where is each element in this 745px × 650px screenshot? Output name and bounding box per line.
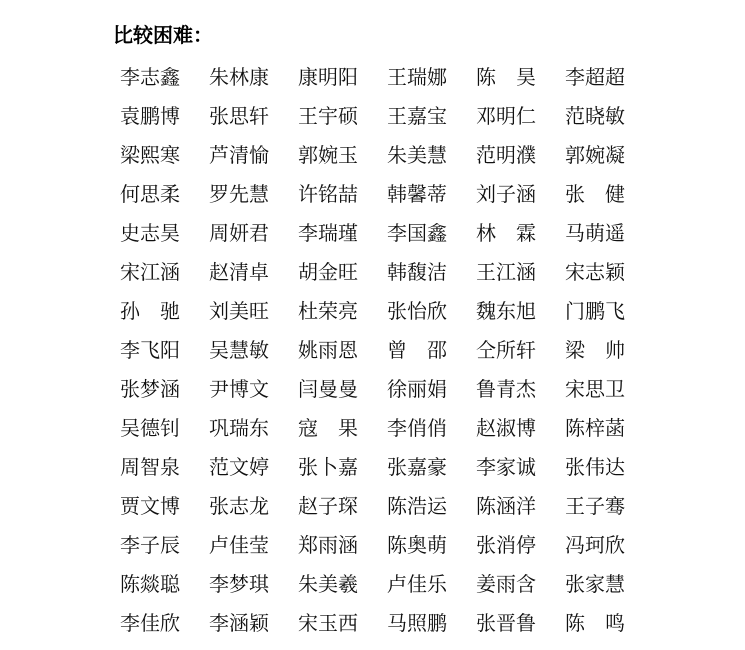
student-name: 芦清愉 [209, 142, 269, 167]
student-name: 李志鑫 [120, 64, 180, 89]
student-name: 赵子琛 [298, 493, 358, 518]
student-name: 陈浩运 [387, 493, 447, 518]
student-name: 罗先慧 [209, 181, 269, 206]
student-name: 李超超 [565, 64, 625, 89]
student-name: 张怡欣 [387, 298, 447, 323]
student-name: 周智泉 [120, 454, 180, 479]
student-name: 张 健 [565, 181, 625, 206]
student-name: 李瑞瑾 [298, 220, 358, 245]
student-name: 陈 昊 [476, 64, 536, 89]
student-name: 史志昊 [120, 220, 180, 245]
student-name: 魏东旭 [476, 298, 536, 323]
name-row [120, 174, 640, 213]
student-name: 贾文博 [120, 493, 180, 518]
name-row [120, 525, 640, 564]
name-row [120, 564, 640, 603]
student-name: 刘美旺 [209, 298, 269, 323]
student-name: 胡金旺 [298, 259, 358, 284]
student-name: 郑雨涵 [298, 532, 358, 557]
student-name: 朱美羲 [298, 571, 358, 596]
student-name: 康明阳 [298, 64, 358, 89]
student-name: 张家慧 [565, 571, 625, 596]
name-grid [120, 57, 640, 642]
student-name: 巩瑞东 [209, 415, 269, 440]
student-name: 宋志颖 [565, 259, 625, 284]
student-name: 邓明仁 [476, 103, 536, 128]
student-name: 李俏俏 [387, 415, 447, 440]
student-name: 陈梓菡 [565, 415, 625, 440]
name-row [120, 96, 640, 135]
student-name: 徐丽娟 [387, 376, 447, 401]
name-row [120, 57, 640, 96]
student-name: 李佳欣 [120, 610, 180, 635]
student-name: 张嘉豪 [387, 454, 447, 479]
student-name: 郭婉凝 [565, 142, 625, 167]
student-name: 韩馨蒂 [387, 181, 447, 206]
student-name: 张消停 [476, 532, 536, 557]
student-name: 袁鹏博 [120, 103, 180, 128]
student-name: 梁 帅 [565, 337, 625, 362]
student-name: 王江涵 [476, 259, 536, 284]
name-row [120, 486, 640, 525]
student-name: 卢佳莹 [209, 532, 269, 557]
student-name: 李家诚 [476, 454, 536, 479]
student-name: 李子辰 [120, 532, 180, 557]
student-name: 张梦涵 [120, 376, 180, 401]
student-name: 张志龙 [209, 493, 269, 518]
student-name: 王子骞 [565, 493, 625, 518]
student-name: 寇 果 [298, 415, 358, 440]
student-name: 杜荣亮 [298, 298, 358, 323]
name-row [120, 408, 640, 447]
student-name: 陈燚聪 [120, 571, 180, 596]
student-name: 陈涵洋 [476, 493, 536, 518]
student-name: 赵清卓 [209, 259, 269, 284]
student-name: 曾 邵 [387, 337, 447, 362]
student-name: 林 霖 [476, 220, 536, 245]
name-row [120, 213, 640, 252]
student-name: 冯珂欣 [565, 532, 625, 557]
student-name: 张晋鲁 [476, 610, 536, 635]
student-name: 范晓敏 [565, 103, 625, 128]
student-name: 郭婉玉 [298, 142, 358, 167]
student-name: 卢佳乐 [387, 571, 447, 596]
student-name: 韩馥洁 [387, 259, 447, 284]
student-name: 朱美慧 [387, 142, 447, 167]
student-name: 尹博文 [209, 376, 269, 401]
student-name: 李梦琪 [209, 571, 269, 596]
student-name: 李涵颖 [209, 610, 269, 635]
student-name: 宋玉西 [298, 610, 358, 635]
student-name: 吴慧敏 [209, 337, 269, 362]
student-name: 闫曼曼 [298, 376, 358, 401]
student-name: 张卜嘉 [298, 454, 358, 479]
student-name: 王宇硕 [298, 103, 358, 128]
student-name: 周妍君 [209, 220, 269, 245]
student-name: 何思柔 [120, 181, 180, 206]
name-row [120, 135, 640, 174]
student-name: 赵淑博 [476, 415, 536, 440]
student-name: 马照鹏 [387, 610, 447, 635]
student-name: 马萌遥 [565, 220, 625, 245]
student-name: 范文婷 [209, 454, 269, 479]
student-name: 刘子涵 [476, 181, 536, 206]
student-name: 宋江涵 [120, 259, 180, 284]
student-name: 宋思卫 [565, 376, 625, 401]
student-name: 李飞阳 [120, 337, 180, 362]
student-name: 孙 驰 [120, 298, 180, 323]
student-name: 朱林康 [209, 64, 269, 89]
student-name: 梁熙寒 [120, 142, 180, 167]
student-name: 陈 鸣 [565, 610, 625, 635]
student-name: 姚雨恩 [298, 337, 358, 362]
name-row [120, 369, 640, 408]
student-name: 许铭喆 [298, 181, 358, 206]
student-name: 门鹏飞 [565, 298, 625, 323]
student-name: 王瑞娜 [387, 64, 447, 89]
name-row [120, 603, 640, 642]
student-name: 李国鑫 [387, 220, 447, 245]
student-name: 鲁青杰 [476, 376, 536, 401]
section-heading: 比较困难： [113, 23, 213, 47]
student-name: 张思轩 [209, 103, 269, 128]
student-name: 仝所轩 [476, 337, 536, 362]
name-row [120, 252, 640, 291]
name-row [120, 291, 640, 330]
name-row [120, 447, 640, 486]
student-name: 张伟达 [565, 454, 625, 479]
student-name: 范明濮 [476, 142, 536, 167]
student-name: 吴德钊 [120, 415, 180, 440]
student-name: 姜雨含 [476, 571, 536, 596]
name-row [120, 330, 640, 369]
student-name: 王嘉宝 [387, 103, 447, 128]
student-name: 陈奥萌 [387, 532, 447, 557]
